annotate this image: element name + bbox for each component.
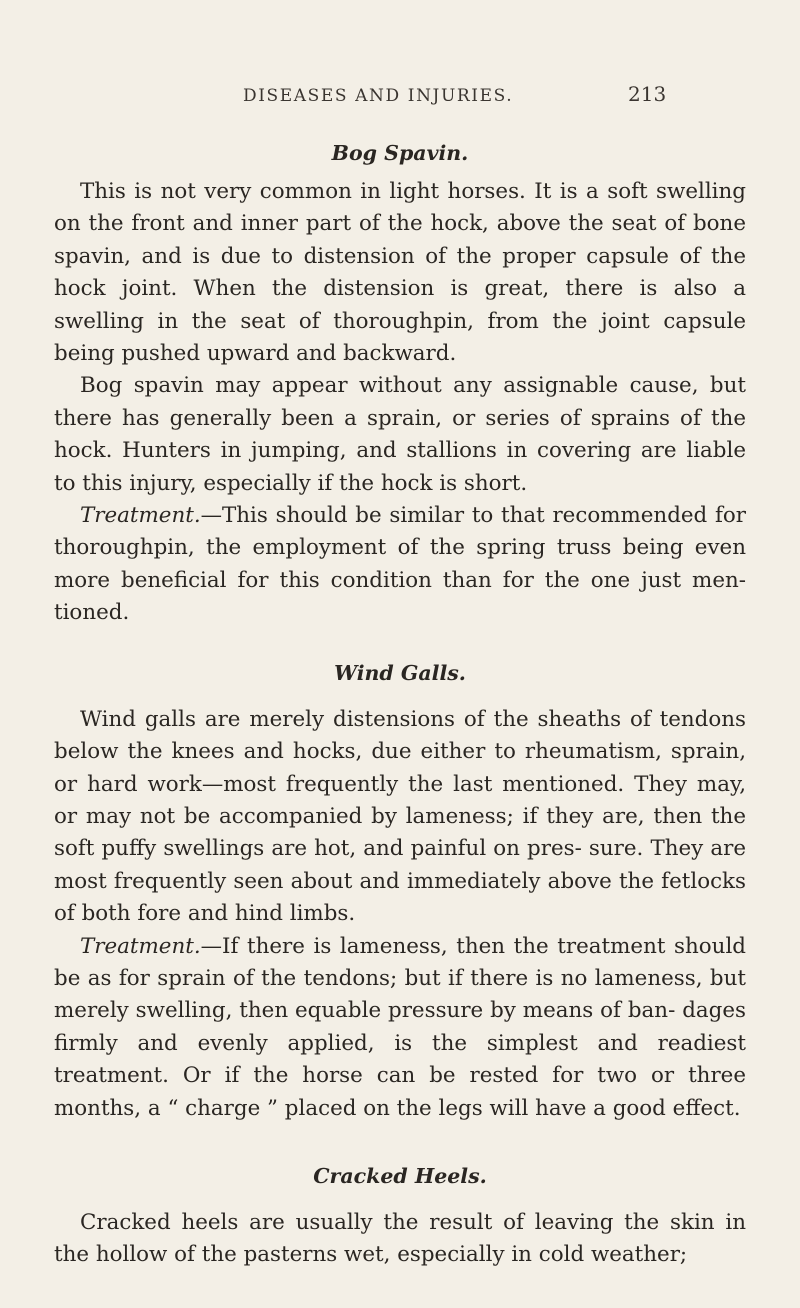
body-text [54, 138, 746, 1272]
section-heading-bog-spavin: Bog Spavin. [331, 141, 469, 165]
paragraph: Wind galls are merely distensions of the sheaths of tendons below the knees and hocks, due either to rheumatism, sprain, or hard work—most frequently the last mentioned. They may, or may not be accompanied by lameness; if they are, then the soft puffy swellings are hot, and painful on pres- sure. They are most frequently seen about and immediately above the fetlocks of both fore and hind limbs. [54, 706, 746, 927]
treatment-text: —If there is lameness, then the treatment should be as for sprain of the tendons; but if there is no lameness, but merely swelling, then equable pressure by means of ban- dages firmly and evenly applied, is the simplest and readiest treatment. Or if the horse can be rested for two or three months, a “ charge ” placed on the legs will have a good effect. [54, 933, 746, 1121]
treatment-label: Treatment. [80, 933, 201, 959]
paragraph: Bog spavin may appear without any assignable cause, but there has generally been a sprain, or series of sprains of the hock. Hunters in jumping, and stallions in covering are liable to this injury, especially if the hock is short. [54, 373, 746, 496]
treatment-paragraph [54, 931, 746, 1125]
section-heading-wind-galls: Wind Galls. [334, 660, 466, 685]
section-heading-cracked-heels: Cracked Heels. [313, 1163, 487, 1188]
running-header [0, 82, 800, 112]
page-number: 213 [628, 82, 667, 106]
treatment-paragraph [54, 500, 746, 630]
running-title: DISEASES AND INJURIES. [243, 86, 514, 106]
paragraph: Cracked heels are usually the result of leaving the skin in the hollow of the pasterns wet, especially in cold weather; [54, 1209, 746, 1268]
treatment-text: —This should be similar to that recommended for thoroughpin, the employment of the spring truss being even more beneficial for this condition than for the one just men- tioned. [54, 503, 746, 626]
treatment-label: Treatment. [80, 503, 201, 529]
paragraph: This is not very common in light horses. It is a soft swelling on the front and inner part of the hock, above the seat of bone spavin, and is due to distension of the proper capsule of the hock joint. When the distension is great, there is also a swelling in the seat of thoroughpin, from the joint capsule being pushed upward and backward. [54, 179, 746, 367]
